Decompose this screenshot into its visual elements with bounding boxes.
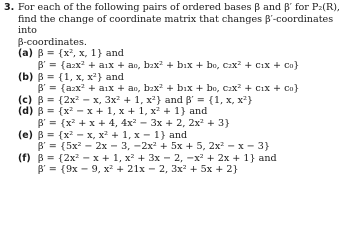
part-c	[18, 95, 348, 107]
exercise-3	[4, 2, 348, 176]
part-e	[18, 130, 348, 153]
part-label: (f)	[18, 152, 31, 164]
exercise-number: 3.	[4, 2, 15, 13]
part-b	[18, 72, 348, 95]
part-label: (e)	[18, 129, 33, 141]
basis-beta: β = {1, x, x²} and	[38, 71, 124, 83]
basis-beta: β = {x² − x + 1, x + 1, x² + 1} and	[38, 106, 208, 118]
part-a	[18, 48, 348, 71]
basis-beta-prime: β′ = {x² + x + 4, 4x² − 3x + 2, 2x² + 3}	[38, 117, 231, 129]
part-f	[18, 153, 348, 176]
part-label: (a)	[18, 48, 33, 60]
basis-beta-prime: β′ = {9x − 9, x² + 21x − 2, 3x² + 5x + 2}	[38, 164, 239, 176]
basis-beta-prime: β′ = {a₂x² + a₁x + a₀, b₂x² + b₁x + b₀, c₂x² + c₁x + c₀}	[38, 59, 300, 71]
exercise-header	[4, 2, 348, 48]
basis-beta: β = {2x² − x + 1, x² + 3x − 2, −x² + 2x + 1} and	[38, 152, 277, 164]
exercise-statement: For each of the following pairs of ordered bases β and β′ for P₂(R), find the change of coordinate matrix that changes β′-coordinates into β-coordinates.	[18, 2, 340, 48]
part-label: (c)	[18, 94, 33, 106]
basis-beta-prime: β′ = {5x² − 2x − 3, −2x² + 5x + 5, 2x² − x − 3}	[38, 141, 270, 153]
part-d	[18, 106, 348, 129]
basis-pair: β = {2x² − x, 3x² + 1, x²} and β′ = {1, x, x²}	[38, 94, 254, 106]
basis-beta: β = {x² − x, x² + 1, x − 1} and	[38, 129, 188, 141]
part-label: (d)	[18, 106, 34, 118]
basis-beta-prime: β′ = {a₂x² + a₁x + a₀, b₂x² + b₁x + b₀, c₂x² + c₁x + c₀}	[38, 83, 300, 95]
part-label: (b)	[18, 71, 34, 83]
exercise-parts	[18, 48, 348, 176]
basis-beta: β = {x², x, 1} and	[38, 48, 124, 60]
